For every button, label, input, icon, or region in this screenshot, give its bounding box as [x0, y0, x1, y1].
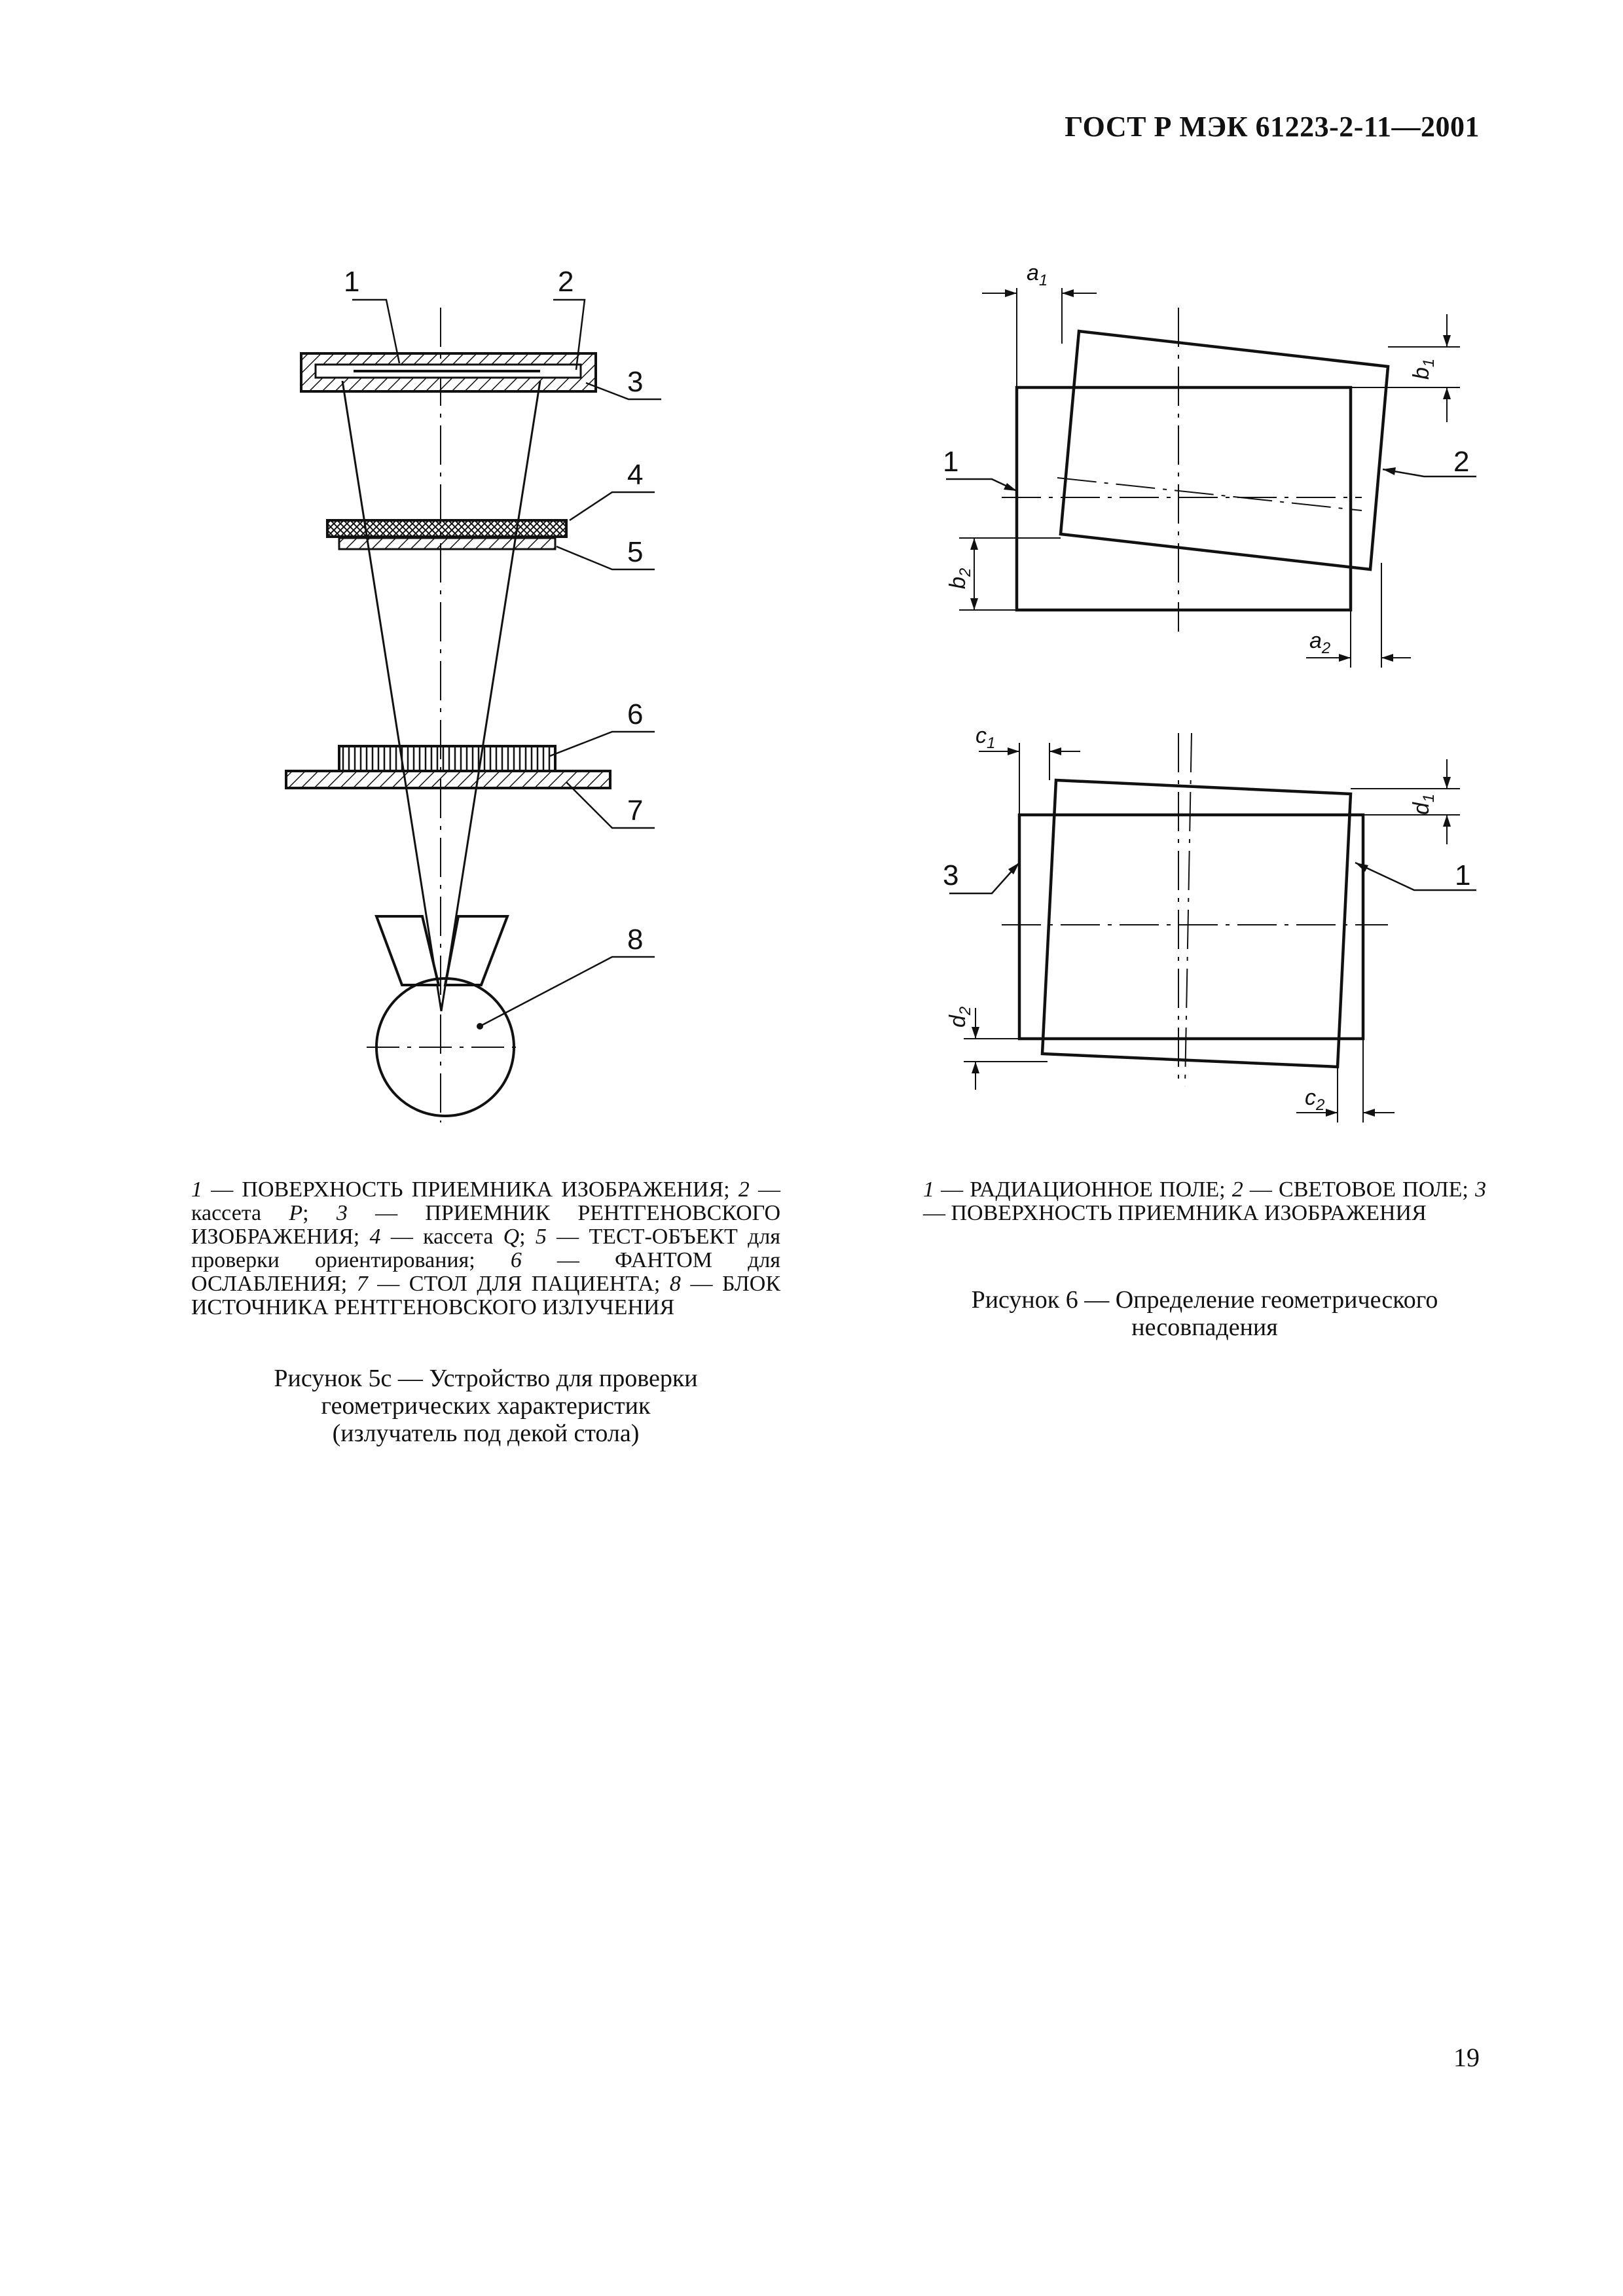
dim-d2: $d_2$ — [945, 1006, 974, 1028]
dim-b1: $b_1$ — [1409, 358, 1438, 380]
caption-6-line: несовпадения — [1131, 1314, 1278, 1341]
fig6-label-3: 3 — [943, 859, 959, 891]
legend-5c-item: 7 — СТОЛ ДЛЯ ПАЦИЕНТА; — [356, 1272, 670, 1296]
test-object — [339, 538, 555, 549]
fig6-label-1b: 1 — [1455, 859, 1471, 891]
label-1: 1 — [344, 266, 360, 298]
fig6-label-1: 1 — [943, 446, 959, 478]
label-3: 3 — [627, 366, 644, 398]
dim-c2: $c_2$ — [1305, 1085, 1325, 1114]
leader-3 — [586, 383, 661, 399]
leader-6 — [550, 732, 655, 756]
phantom — [339, 746, 555, 771]
radiation-field-tilted — [1042, 780, 1351, 1067]
legend-5c-item: 4 — кассета — [369, 1225, 503, 1249]
legend-5c-item: 6 — ФАНТОМ для ОСЛАБЛЕНИЯ; — [191, 1248, 781, 1296]
figure-6-legend — [923, 1178, 1486, 1225]
legend-5c-item: P; — [289, 1201, 337, 1225]
label-5: 5 — [627, 536, 644, 568]
figure-5c-legend — [191, 1178, 780, 1319]
caption-5c-line: (излучатель под декой стола) — [332, 1420, 640, 1447]
label-4: 4 — [627, 459, 644, 491]
legend-6-item: 2 — СВЕТОВОЕ ПОЛЕ; — [1231, 1177, 1475, 1202]
cassette-q — [327, 520, 566, 537]
figure-5c-caption — [191, 1365, 780, 1447]
legend-5c-item: 2 — кассета — [191, 1177, 780, 1225]
figure-6-caption — [923, 1286, 1486, 1341]
figure-6-bottom — [943, 723, 1476, 1122]
label-8: 8 — [627, 924, 644, 956]
caption-5c-line: геометрических характеристик — [321, 1392, 651, 1420]
legend-6-item: 3 — ПОВЕРХНОСТЬ ПРИЕМНИКА ИЗОБРАЖЕНИЯ — [923, 1177, 1486, 1225]
dim-c1: $c_1$ — [976, 723, 996, 752]
dim-a1: $a_1$ — [1027, 260, 1048, 289]
receptor-surface-rect — [1019, 815, 1363, 1039]
legend-5c-item: 5 — ТЕСТ-ОБЪЕКТ для проверки ориентирования; — [191, 1225, 780, 1272]
label-7: 7 — [627, 795, 644, 827]
label-2: 2 — [558, 266, 574, 298]
caption-6-line: Рисунок 6 — Определение геометрического — [971, 1286, 1438, 1314]
collimator-left — [376, 916, 439, 985]
leader-4 — [570, 492, 655, 520]
legend-6-item: 1 — РАДИАЦИОННОЕ ПОЛЕ; — [923, 1177, 1232, 1202]
light-field — [1061, 331, 1388, 569]
legend-5c-item: 3 — ПРИЕМНИК РЕНТГЕНОВСКОГО ИЗОБРАЖЕНИЯ; — [191, 1201, 780, 1249]
dim-b2: $b_2$ — [945, 567, 974, 589]
document-header: ГОСТ Р МЭК 61223-2-11—2001 — [1065, 111, 1480, 143]
legend-5c-item: Q; — [503, 1225, 536, 1249]
label-6: 6 — [627, 698, 644, 730]
fig6-label-2: 2 — [1453, 446, 1470, 478]
page-number: 19 — [1453, 2043, 1480, 2072]
caption-5c-line: Рисунок 5с — Устройство для проверки — [274, 1365, 698, 1392]
figure-6-top — [943, 0, 1476, 668]
dim-a2: $a_2$ — [1309, 628, 1331, 657]
legend-5c-item: 1 — ПОВЕРХНОСТЬ ПРИЕМНИКА ИЗОБРАЖЕНИЯ; — [191, 1177, 739, 1202]
dim-d1: $d_1$ — [1409, 793, 1438, 815]
radiation-field — [1017, 387, 1351, 610]
legend-5c-item: 8 — БЛОК ИСТОЧНИКА РЕНТГЕНОВСКОГО ИЗЛУЧЕНИЯ — [191, 1272, 780, 1319]
patient-table — [286, 771, 610, 788]
